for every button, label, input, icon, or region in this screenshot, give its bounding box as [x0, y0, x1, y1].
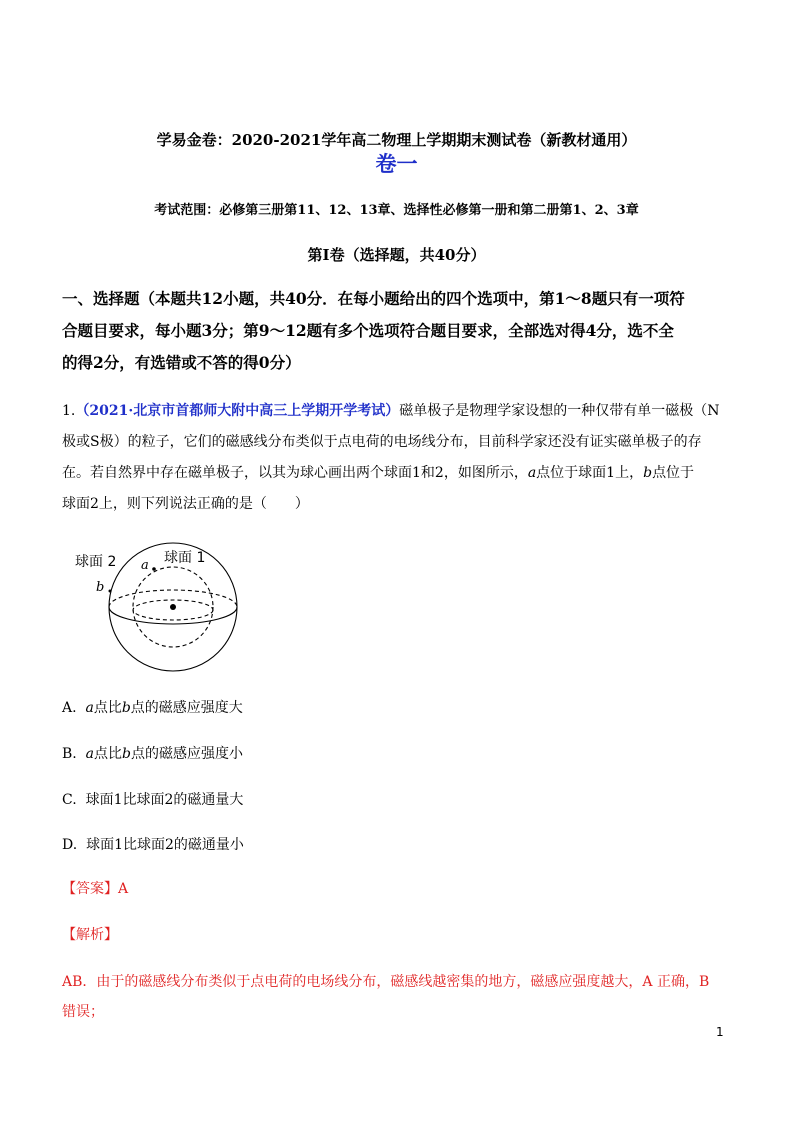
option-c [62, 789, 243, 809]
question-line [62, 462, 694, 482]
option-text: 点比 [94, 746, 123, 762]
var-b: b [121, 700, 131, 716]
option-text: 球面1比球面2的磁通量小 [86, 837, 244, 853]
option-text: 点的磁感应强度小 [130, 746, 243, 762]
label-sphere-1: 球面 1 [164, 550, 206, 566]
document-title: 学易金卷：2020-2021学年高二物理上学期期末测试卷（新教材通用） [156, 131, 637, 149]
section-heading-line: 的得2分，有选错或不答的得0分） [62, 353, 301, 372]
point-b [109, 590, 112, 593]
question-line: 球面2上，则下列说法正确的是（ ） [62, 496, 309, 512]
question-line: 极或S极）的粒子，它们的磁感线分布类似于点电荷的电场线分布，目前科学家还没有证实磁单极子的存 [62, 434, 702, 450]
page-number: 1 [716, 1025, 724, 1039]
var-b: b [643, 465, 653, 481]
section-heading-line: 合题目要求，每小题3分；第9～12题有多个选项符合题目要求，全部选对得4分，选不全 [62, 321, 674, 340]
analysis-line: AB．由于的磁感线分布类似于点电荷的电场线分布，磁感线越密集的地方，磁感应强度越大，A 正确，B [62, 974, 710, 990]
question-number: 1. [62, 403, 76, 419]
var-a: a [85, 746, 95, 762]
question-text: 在。若自然界中存在磁单极子，以其为球心画出两个球面1和2，如图所示， [62, 465, 528, 481]
section-heading-line: 一、选择题（本题共12小题，共40分．在每小题给出的四个选项中，第1～8题只有一项符 [62, 289, 685, 308]
question-line [62, 400, 719, 420]
center-dot [170, 604, 176, 610]
var-b: b [122, 746, 131, 762]
option-text: 球面1比球面2的磁通量大 [85, 792, 244, 808]
spheres-figure [60, 540, 260, 680]
analysis-line: 错误； [62, 1004, 104, 1020]
var-a: a [85, 700, 94, 716]
label-b: b [96, 580, 105, 595]
option-letter: C. [62, 792, 77, 808]
option-a [62, 697, 243, 717]
option-text: 点比 [93, 700, 122, 716]
option-text: 点的磁感应强度大 [130, 700, 243, 716]
question-text: 磁单极子是物理学家设想的一种仅带有单一磁极（N [399, 403, 720, 419]
option-letter: B. [62, 746, 77, 762]
option-b [62, 743, 243, 763]
question-text: 点位于 [652, 465, 695, 481]
exam-scope: 考试范围：必修第三册第11、12、13章、选择性必修第一册和第二册第1、2、3章 [154, 203, 639, 218]
var-a: a [527, 465, 537, 481]
part-title: 第Ⅰ卷（选择题，共40分） [307, 246, 486, 264]
point-a [152, 567, 156, 571]
label-sphere-2: 球面 2 [75, 554, 117, 570]
option-letter: A. [62, 700, 77, 716]
volume-title: 卷一 [375, 151, 418, 176]
label-a: a [141, 558, 149, 573]
answer-label: 【答案】A [62, 881, 129, 897]
question-text: 点位于球面1上， [536, 465, 644, 481]
option-d [62, 834, 244, 854]
question-source: （2021·北京市首都师大附中高三上学期开学考试） [75, 403, 400, 419]
analysis-label: 【解析】 [62, 927, 118, 943]
option-letter: D. [62, 837, 78, 853]
